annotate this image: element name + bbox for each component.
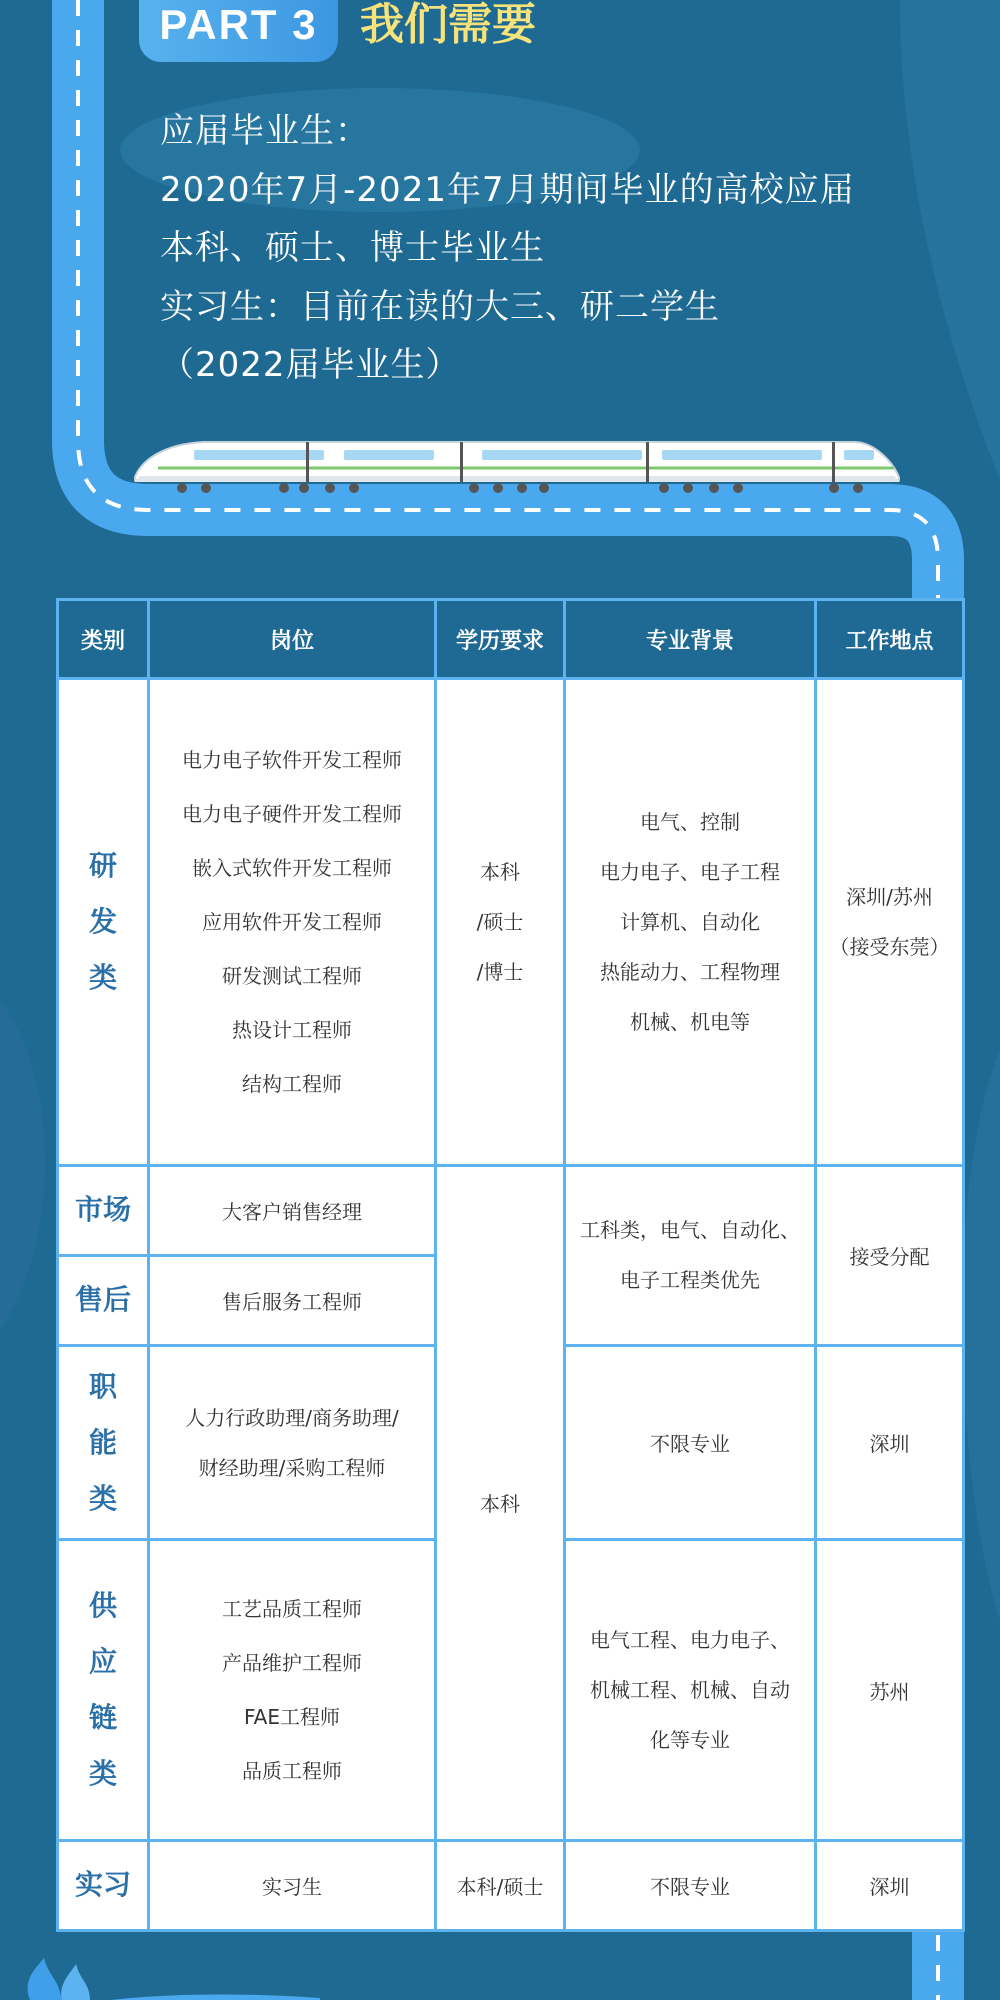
positions-cell: 售后服务工程师 xyxy=(149,1255,436,1345)
category-cell: 研发类 xyxy=(58,679,149,1166)
position-item: 电力电子硬件开发工程师 xyxy=(182,801,402,826)
major-item: 计算机、自动化 xyxy=(620,909,760,934)
positions-cell xyxy=(149,1540,436,1840)
location-item: 深圳/苏州 xyxy=(846,884,933,909)
category-cell: 实习 xyxy=(58,1840,149,1930)
position-item: 电力电子软件开发工程师 xyxy=(182,747,402,772)
positions-cell: 大客户销售经理 xyxy=(149,1165,436,1255)
header-category: 类别 xyxy=(58,600,149,679)
category-cell: 市场 xyxy=(58,1165,149,1255)
flame-icon xyxy=(28,1958,90,2000)
location-item: （接受东莞） xyxy=(829,934,950,959)
page-title: 我们需要 xyxy=(360,0,536,50)
position-item: 结构工程师 xyxy=(242,1071,342,1096)
location-cell: 深圳 xyxy=(816,1840,964,1930)
major-item: 电气、控制 xyxy=(640,809,740,834)
location-cell xyxy=(816,679,964,1166)
major-item: 机械工程、机械、自动 xyxy=(590,1678,790,1703)
header-position: 岗位 xyxy=(149,600,436,679)
header-location: 工作地点 xyxy=(816,600,964,679)
location-cell: 苏州 xyxy=(816,1540,964,1840)
major-item: 化等专业 xyxy=(650,1728,730,1753)
intro-line: 实习生：目前在读的大三、研二学生 xyxy=(160,286,720,327)
position-item: FAE工程师 xyxy=(244,1705,340,1730)
positions-cell xyxy=(149,679,436,1166)
header-education: 学历要求 xyxy=(436,600,565,679)
position-item: 产品维护工程师 xyxy=(222,1651,362,1676)
category-cell: 售后 xyxy=(58,1255,149,1345)
position-item: 财经助理/采购工程师 xyxy=(198,1455,386,1480)
major-cell xyxy=(565,1540,816,1840)
background-blob xyxy=(110,1994,320,2000)
table-header-row xyxy=(58,600,964,679)
category-cell: 职能类 xyxy=(58,1346,149,1540)
train-icon xyxy=(134,438,900,494)
location-cell: 接受分配 xyxy=(816,1165,964,1345)
major-item: 电子工程类优先 xyxy=(620,1268,760,1293)
position-item: 人力行政助理/商务助理/ xyxy=(185,1405,399,1430)
intro-line: 本科、硕士、博士毕业生 xyxy=(160,228,545,268)
position-item: 嵌入式软件开发工程师 xyxy=(192,855,392,880)
position-item: 应用软件开发工程师 xyxy=(202,909,382,934)
major-item: 机械、机电等 xyxy=(630,1009,750,1034)
positions-cell: 实习生 xyxy=(149,1840,436,1930)
table-row xyxy=(58,679,964,1166)
major-item: 电气工程、电力电子、 xyxy=(590,1628,790,1653)
major-item: 电力电子、电子工程 xyxy=(600,859,780,884)
positions-cell xyxy=(149,1346,436,1540)
table-row xyxy=(58,1840,964,1930)
background-blob xyxy=(0,1000,45,1330)
major-cell xyxy=(565,679,816,1166)
education-item: 本科 xyxy=(480,859,520,884)
background-blob xyxy=(962,1050,1000,1620)
intro-line: （2022届毕业生） xyxy=(160,345,461,385)
position-item: 研发测试工程师 xyxy=(222,963,362,988)
intro-line: 应届毕业生： xyxy=(160,111,370,151)
education-cell: 本科/硕士 xyxy=(436,1840,565,1930)
major-item: 工科类，电气、自动化、 xyxy=(580,1218,800,1243)
category-cell: 供应链类 xyxy=(58,1540,149,1840)
education-item: /硕士 xyxy=(476,909,524,934)
header-major: 专业背景 xyxy=(565,600,816,679)
position-item: 品质工程师 xyxy=(242,1759,342,1784)
major-cell: 不限专业 xyxy=(565,1840,816,1930)
location-cell: 深圳 xyxy=(816,1346,964,1540)
intro-text xyxy=(160,102,920,395)
position-item: 热设计工程师 xyxy=(232,1017,352,1042)
major-item: 热能动力、工程物理 xyxy=(600,959,780,984)
table-row xyxy=(58,1165,964,1255)
intro-line: 2020年7月-2021年7月期间毕业的高校应届 xyxy=(160,169,855,210)
part-badge: PART 3 xyxy=(139,0,338,62)
position-item: 工艺品质工程师 xyxy=(222,1597,362,1622)
education-item: /博士 xyxy=(476,959,524,984)
major-cell xyxy=(565,1165,816,1345)
education-cell: 本科 xyxy=(436,1165,565,1840)
positions-table xyxy=(56,598,965,1932)
major-cell: 不限专业 xyxy=(565,1346,816,1540)
education-cell xyxy=(436,679,565,1166)
